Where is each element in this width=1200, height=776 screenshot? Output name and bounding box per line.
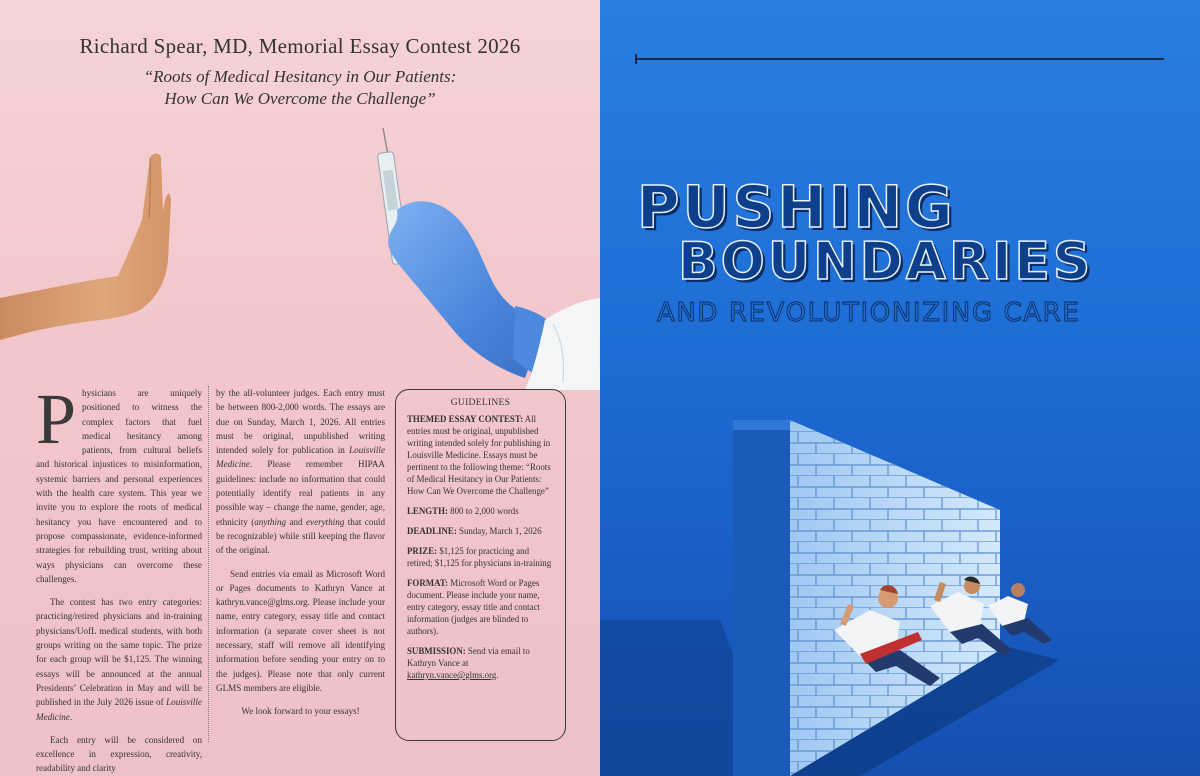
guidelines-box: [395, 389, 566, 741]
categories-paragraph: The contest has two entry categories: practicing/retired physicians and in-training physicians/UofL medical students, with both groups writing on the same topic. The prize for each group will be $1,125. The winning essays will be announced at the annual Presidents’ Celebration in May and will be published in the July 2026 issue of Louisville Medicine.: [36, 597, 202, 722]
contest-theme: [0, 66, 600, 110]
wall-illustration: [600, 410, 1200, 776]
body-column-1: [36, 379, 202, 776]
closing-paragraph: We look forward to your essays!: [241, 706, 360, 717]
body-column-2: [216, 386, 385, 728]
guideline-prize: PRIZE: $1,125 for practicing and retired; $1,125 for physicians in-training: [407, 546, 552, 568]
rules-paragraph: by the all-volunteer judges. Each entry must be between 800-2,000 words. The essays are due on Sunday, March 1, 2026. All entries must be original, unpublished writing intended solely for publication in Louisville Medicine. Please remember HIPAA guidelines: include no information that could potentially identify real patients in any possible way – change the name, gender, age, ethnicity (anything and everything that could be recognizable) while still keeping the flavor of the original.: [216, 388, 386, 556]
guideline-format: FORMAT: Microsoft Word or Pages document. Please include your name, entry category, essay title and contact information (judges are blinded to authors).: [407, 578, 540, 636]
guideline-length: LENGTH: 800 to 2,000 words: [407, 506, 519, 516]
theme-line-1: “Roots of Medical Hesitancy in Our Patients:: [143, 67, 457, 86]
contest-title: Richard Spear, MD, Memorial Essay Contest 2026: [79, 34, 521, 58]
submission-paragraph: Send entries via email as Microsoft Word or Pages documents to Kathryn Vance at kathryn.vance@glms.org. Please include your name, entry category, essay title and contact information (a separate cover sheet is not necessary, staff will remove all identifying information before sending your entry on to the judges). Please note that only current GLMS members are eligible.: [216, 568, 385, 693]
headline-pushing: PUSHING: [637, 173, 956, 241]
drop-cap: P: [36, 379, 77, 459]
criteria-paragraph: Each entry will be considered on excellence in expression, creativity, readability and clarity: [36, 734, 202, 774]
top-rule-cap: [635, 54, 637, 64]
subhead: AND REVOLUTIONIZING CARE: [657, 298, 1081, 328]
right-page: [600, 0, 1200, 776]
guideline-submission: SUBMISSION: Send via email to Kathryn Vance at kathryn.vance@glms.org.: [407, 646, 530, 680]
email-link[interactable]: kathryn.vance@glms.org: [407, 670, 497, 680]
intro-paragraph: Physicians are uniquely positioned to witness the complex factors that fuel medical hesitancy among patients, from cultural beliefs and historical injustices to misinformation, systemic barriers and personal experiences with the health care system. This year we invite you to explore the roots of medical hesitancy you have encountered and to propose compassionate, evidence-informed strategies for rebuilding trust, writing about ways physicians can overcome these challenges.: [36, 379, 202, 584]
stop-hand-illustration: [0, 150, 175, 360]
guideline-themed: THEMED ESSAY CONTEST: All entries must be original, unpublished writing intended solely for publishing in Louisville Medicine. Essays must be pertinent to the following theme: “Roots of Medical Hesitancy in Our Patients: How Can We Overcome the Challenge”: [407, 414, 551, 496]
column-divider: [208, 386, 209, 742]
top-rule: [636, 58, 1164, 60]
syringe-glove-illustration: [375, 110, 600, 390]
headline-boundaries: BOUNDARIES: [678, 232, 1094, 292]
guidelines-heading: GUIDELINES: [450, 398, 511, 408]
theme-line-2: How Can We Overcome the Challenge”: [164, 89, 436, 108]
guideline-deadline: DEADLINE: Sunday, March 1, 2026: [407, 526, 542, 536]
